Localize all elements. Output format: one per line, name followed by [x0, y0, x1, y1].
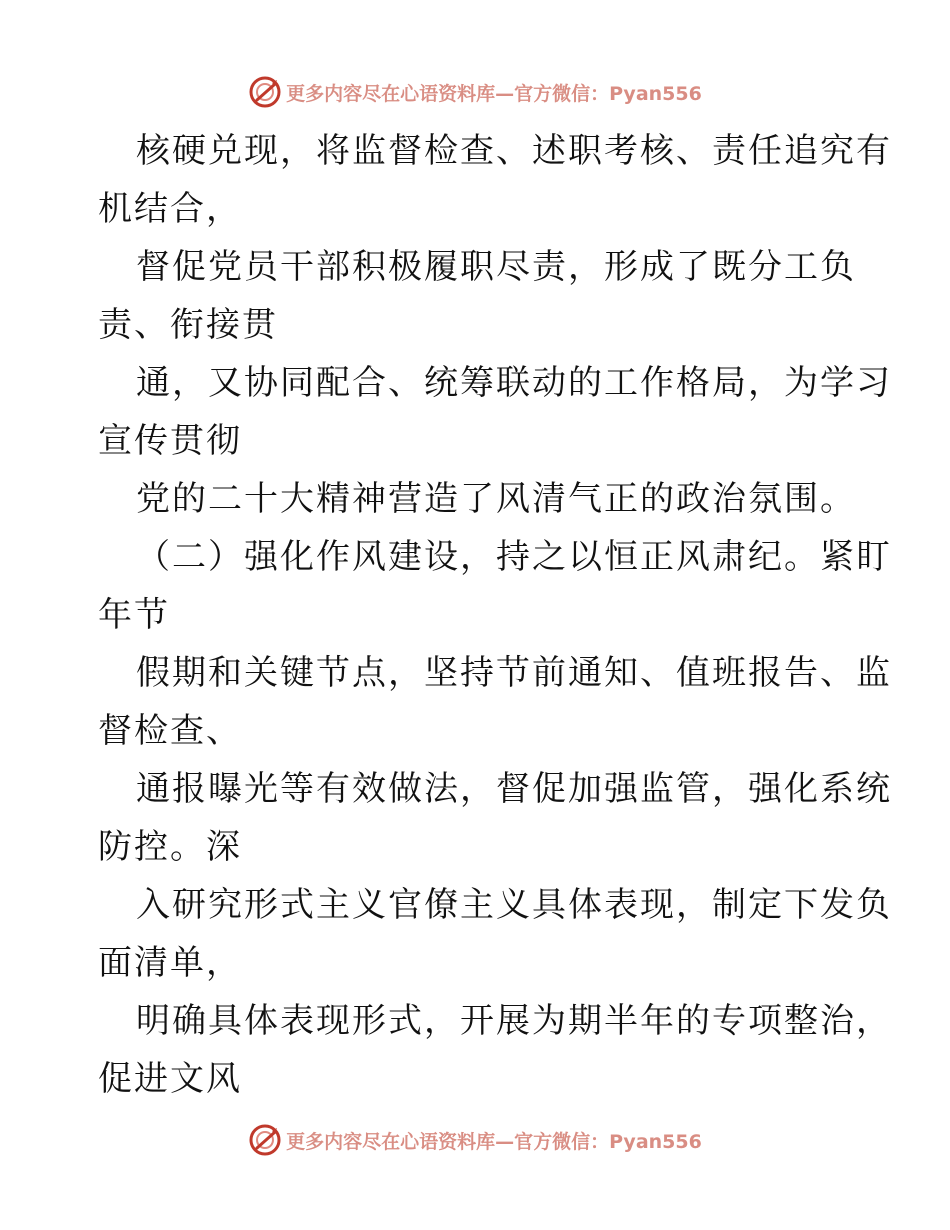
text-line: 年节 [98, 595, 170, 635]
logo-icon [248, 1123, 282, 1157]
text-line: 督促党员干部积极履职尽责，形成了既分工负 [136, 247, 856, 287]
text-line: （二）强化作风建设，持之以恒正风肃纪。紧盯 [136, 537, 892, 577]
footer-banner [0, 1120, 950, 1160]
text-line: 核硬兑现，将监督检查、述职考核、责任追究有 [136, 131, 892, 171]
footer-banner-text: 更多内容尽在心语资料库—官方微信：Pyan556 [286, 1130, 702, 1153]
text-line: 面清单， [98, 943, 242, 983]
text-line: 防控。深 [98, 827, 242, 867]
text-line: 机结合， [98, 189, 242, 229]
header-banner-text: 更多内容尽在心语资料库—官方微信：Pyan556 [286, 82, 702, 105]
text-line: 通报曝光等有效做法，督促加强监管，强化系统 [136, 769, 892, 809]
header-banner [0, 72, 950, 112]
document-body [98, 122, 892, 1108]
text-line: 责、衔接贯 [98, 305, 278, 345]
text-line: 促进文风 [98, 1059, 242, 1099]
logo-icon [248, 75, 282, 109]
text-line: 督检查、 [98, 711, 242, 751]
text-line: 通，又协同配合、统筹联动的工作格局，为学习 [136, 363, 892, 403]
text-line: 明确具体表现形式，开展为期半年的专项整治， [136, 1001, 892, 1041]
text-line: 假期和关键节点，坚持节前通知、值班报告、监 [136, 653, 892, 693]
text-line: 党的二十大精神营造了风清气正的政治氛围。 [136, 479, 856, 519]
text-line: 宣传贯彻 [98, 421, 242, 461]
text-line: 入研究形式主义官僚主义具体表现，制定下发负 [136, 885, 892, 925]
